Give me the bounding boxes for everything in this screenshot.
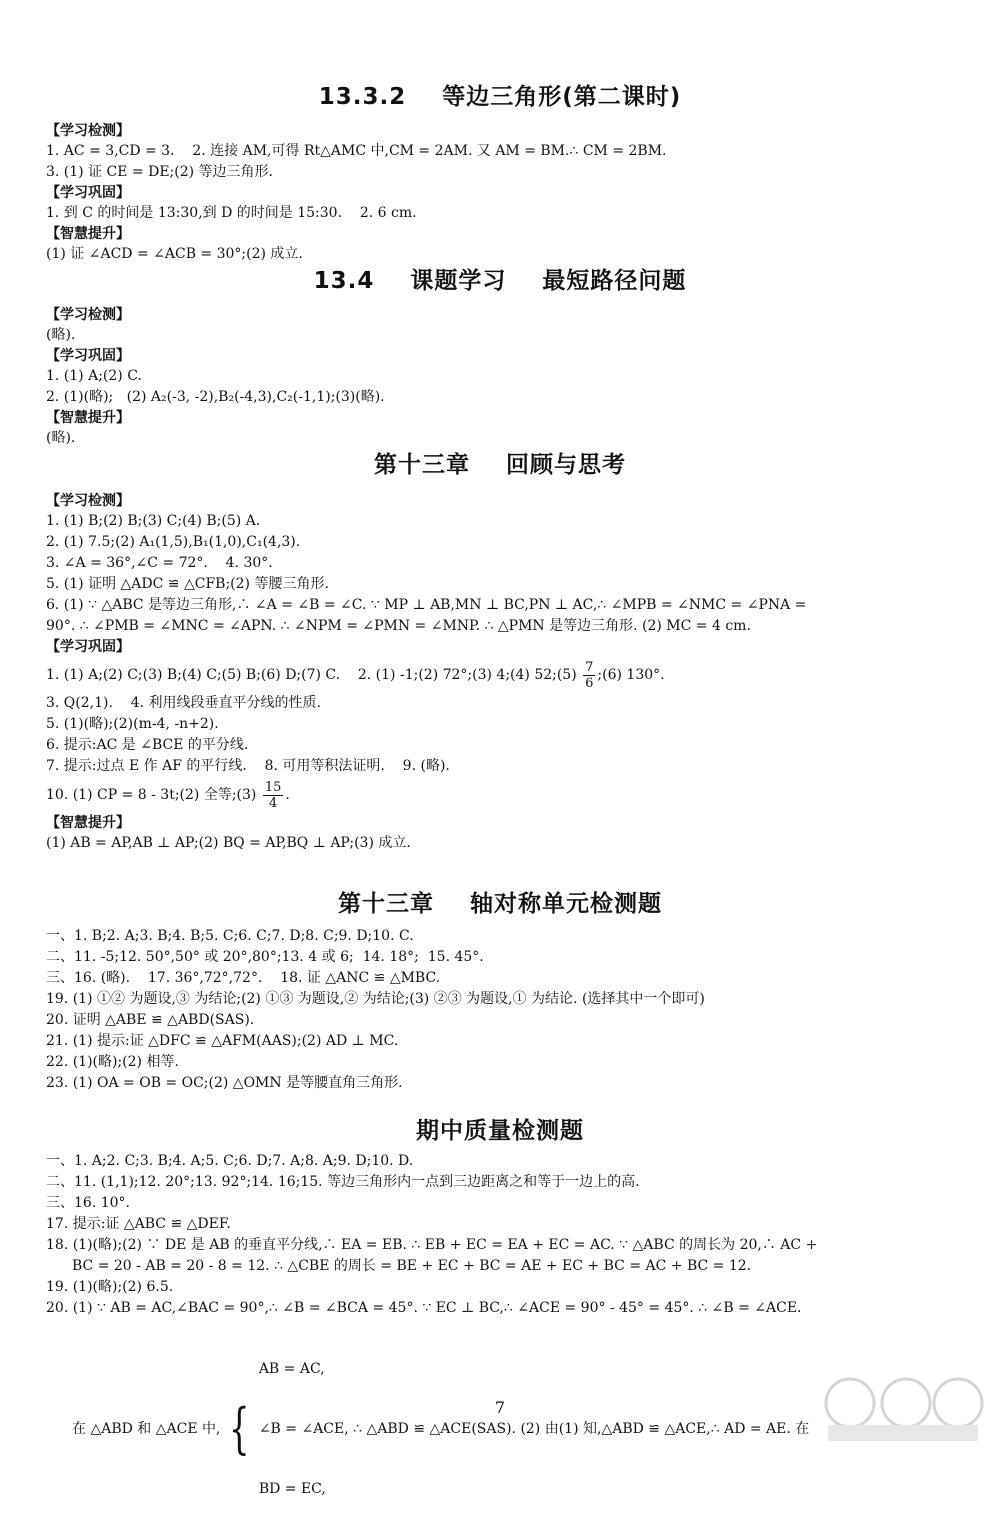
answer-line: 一、1. A;2. C;3. B;4. A;5. C;6. D;7. A;8. A;9. D;10. D.	[46, 1153, 414, 1169]
answer-line: 19. (1) ①② 为题设,③ 为结论;(2) ①③ 为题设,② 为结论;(3) ②③ 为题设,① 为结论. (选择其中一个即可)	[46, 991, 705, 1007]
subheading: 【学习检测】	[46, 307, 130, 323]
answer-line: 20. (1) ∵ AB = AC,∠BAC = 90°,∴ ∠B = ∠BCA = 45°. ∵ EC ⊥ BC,∴ ∠ACE = 90° - 45° = 45°. ∴ ∠B = ∠ACE.	[46, 1300, 802, 1316]
section-13-3-2	[0, 78, 1000, 265]
section-title: 期中质量检测题	[416, 1118, 584, 1144]
answer-line: (1) 证 ∠ACD = ∠ACB = 30°;(2) 成立.	[46, 246, 303, 262]
proof-prefix: 在 △ABD 和 △ACE 中,	[72, 1421, 221, 1437]
brace-line: BD = EC,	[258, 1481, 326, 1497]
answer-line: 23. (1) OA = OB = OC;(2) △OMN 是等腰直角三角形.	[46, 1075, 403, 1091]
fraction: $\frac{7}{6}$	[585, 659, 594, 691]
answer-line: 6. 提示:AC 是 ∠BCE 的平分线.	[46, 737, 249, 753]
answer-line: 3. (1) 证 CE = DE;(2) 等边三角形.	[46, 164, 273, 180]
section-title: 第十三章 轴对称单元检测题	[337, 891, 663, 917]
answer-line: (1) AB = AP,AB ⊥ AP;(2) BQ = AP,BQ ⊥ AP;(3) 成立.	[46, 835, 411, 851]
answer-line-with-fraction: 10. (1) CP = 8 - 3t;(2) 全等;(3) $\frac{15}{4}$ .	[46, 779, 290, 811]
brace-lines	[259, 1319, 809, 1539]
answer-line: 三、16. 10°.	[46, 1195, 130, 1211]
subheading: 【智慧提升】	[46, 410, 130, 426]
answer-line-with-fraction: 1. (1) A;(2) C;(3) B;(4) C;(5) B;(6) D;(7) C. 2. (1) -1;(2) 72°;(3) 4;(4) 52;(5) $\frac{7}{6}$ ;(6) 130°.	[46, 659, 665, 691]
answer-line: 5. (1) 证明 △ADC ≌ △CFB;(2) 等腰三角形.	[46, 576, 329, 592]
answer-line: 3. Q(2,1). 4. 利用线段垂直平分线的性质.	[46, 695, 321, 711]
answer-line: 1. AC = 3,CD = 3. 2. 连接 AM,可得 Rt△AMC 中,CM = 2AM. 又 AM = BM.∴ CM = 2BM.	[46, 143, 667, 159]
brace-line: AB = AC,	[258, 1361, 325, 1377]
answer-line: 1. (1) B;(2) B;(3) C;(4) B;(5) A.	[46, 513, 261, 529]
answer-line: 7. 提示:过点 E 作 AF 的平行线. 8. 可用等积法证明. 9. (略).	[46, 758, 450, 774]
answer-line: (略).	[46, 430, 76, 446]
brace-line: ∠B = ∠ACE, ∴ △ABD ≌ △ACE(SAS). (2) 由(1) 知,△ABD ≌ △ACE,∴ AD = AE. 在	[258, 1421, 810, 1437]
subheading: 【学习巩固】	[46, 639, 130, 655]
answer-line: 21. (1) 提示:证 △DFC ≌ △AFM(AAS);(2) AD ⊥ MC.	[46, 1033, 399, 1049]
answer-line: 1. (1) A;(2) C.	[46, 368, 142, 384]
subheading: 【学习检测】	[46, 493, 130, 509]
answer-line: 三、16. (略). 17. 36°,72°,72°. 18. 证 △ANC ≌ △MBC.	[46, 970, 441, 986]
answer-line: 一、1. B;2. A;3. B;4. B;5. C;6. C;7. D;8. C;9. D;10. C.	[46, 928, 414, 944]
answer-line: 22. (1)(略);(2) 相等.	[46, 1054, 179, 1070]
watermark-logo-icon	[818, 1373, 988, 1443]
answer-line: 2. (1)(略); (2) A₂(-3, -2),B₂(-4,3),C₂(-1,1);(3)(略).	[46, 389, 385, 405]
answer-line: BC = 20 - AB = 20 - 8 = 12. ∴ △CBE 的周长 = BE + EC + BC = AE + EC + BC = AC + BC = 12.	[72, 1258, 752, 1274]
section-13-4	[0, 262, 1000, 449]
answer-line: 2. (1) 7.5;(2) A₁(1,5),B₁(1,0),C₁(4,3).	[46, 534, 301, 550]
answer-line: 6. (1) ∵ △ABC 是等边三角形,∴ ∠A = ∠B = ∠C. ∵ MP ⊥ AB,MN ⊥ BC,PN ⊥ AC,∴ ∠MPB = ∠NMC = ∠PNA =	[46, 597, 807, 613]
answer-line: 二、11. (1,1);12. 20°;13. 92°;14. 16;15. 等边三角形内一点到三边距离之和等于一边上的高.	[46, 1174, 640, 1190]
answer-line: 3. ∠A = 36°,∠C = 72°. 4. 30°.	[46, 555, 273, 571]
subheading: 【智慧提升】	[46, 815, 130, 831]
section-midterm-test	[0, 1112, 1000, 1539]
answer-line: 20. 证明 △ABE ≌ △ABD(SAS).	[46, 1012, 255, 1028]
subheading: 【智慧提升】	[46, 226, 130, 242]
fraction: $\frac{15}{4}$	[264, 779, 282, 811]
brace-icon: {	[229, 1397, 250, 1460]
subheading: 【学习巩固】	[46, 185, 130, 201]
answer-line: 1. 到 C 的时间是 13:30,到 D 的时间是 15:30. 2. 6 cm.	[46, 205, 417, 221]
answer-line: 18. (1)(略);(2) ∵ DE 是 AB 的垂直平分线,∴ EA = EB. ∴ EB + EC = EA + EC = AC. ∵ △ABC 的周长为 20,∴ AC +	[46, 1237, 818, 1253]
subheading: 【学习巩固】	[46, 348, 130, 364]
section-chapter-13-review	[0, 446, 1000, 854]
answer-line: 17. 提示:证 △ABC ≌ △DEF.	[46, 1216, 231, 1232]
page-number: 7	[494, 1398, 506, 1417]
answer-line: 19. (1)(略);(2) 6.5.	[46, 1279, 174, 1295]
section-title: 13.4 课题学习 最短路径问题	[313, 268, 687, 294]
section-title: 第十三章 回顾与思考	[373, 452, 627, 478]
answer-line: 5. (1)(略);(2)(m-4, -n+2).	[46, 716, 219, 732]
answer-line: 90°. ∴ ∠PMB = ∠MNC = ∠APN. ∴ ∠NPM = ∠PMN = ∠MNP. ∴ △PMN 是等边三角形. (2) MC = 4 cm.	[46, 618, 751, 634]
answer-line: (略).	[46, 327, 76, 343]
answer-line: 二、11. -5;12. 50°,50° 或 20°,80°;13. 4 或 6; 14. 18°; 15. 45°.	[46, 949, 484, 965]
section-title: 13.3.2 等边三角形(第二课时)	[318, 84, 682, 110]
subheading: 【学习检测】	[46, 123, 130, 139]
section-chapter-13-unit-test	[0, 885, 1000, 1094]
